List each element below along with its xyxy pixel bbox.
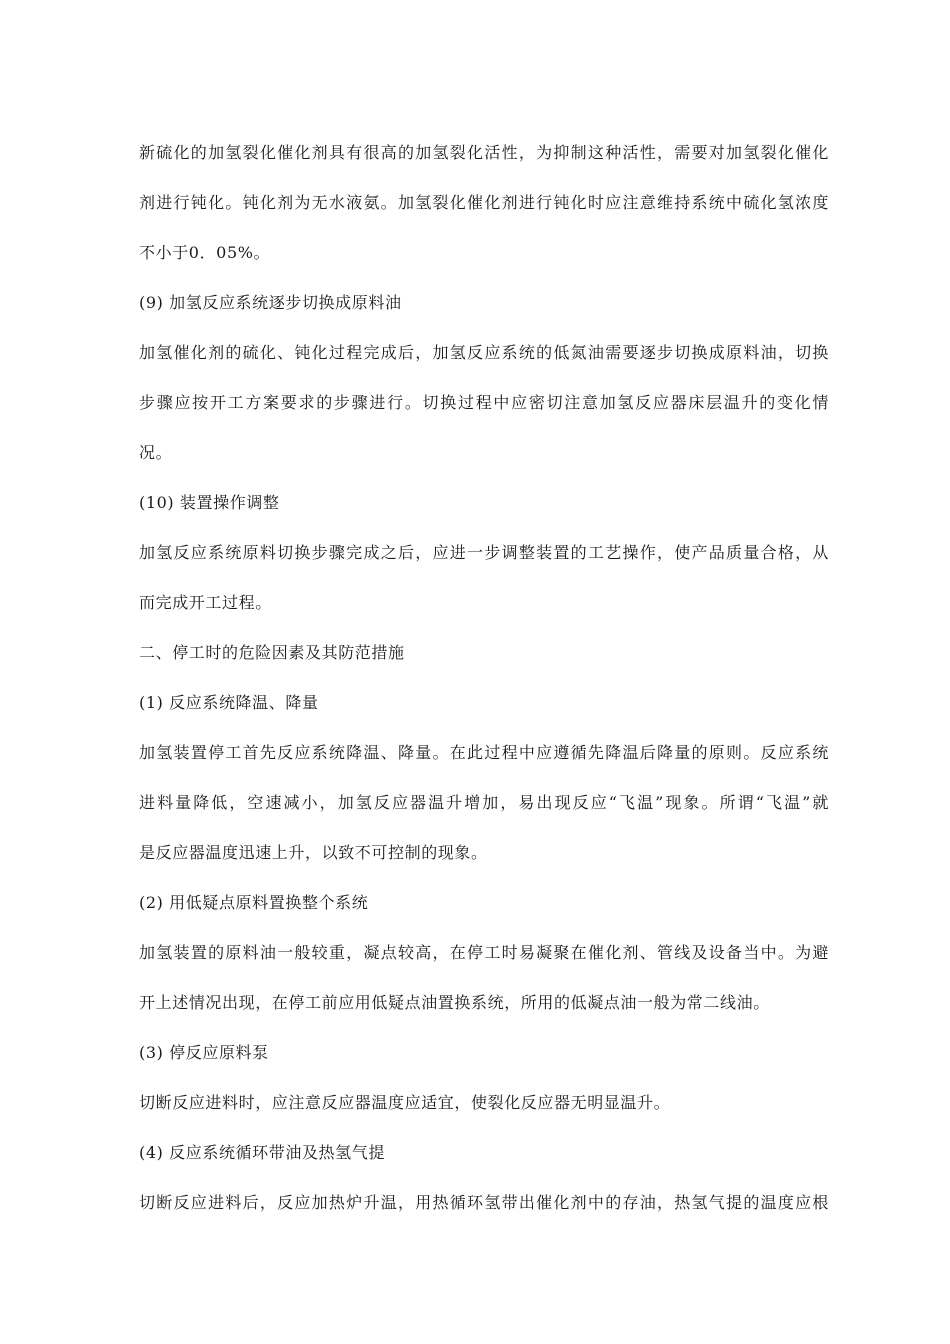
section-heading: (4) 反应系统循环带油及热氢气提 (139, 1143, 385, 1162)
paragraph-line: 加氢反应系统原料切换步骤完成之后，应进一步调整装置的工艺操作，使产品质量合格，从 (139, 543, 829, 562)
section-heading: (1) 反应系统降温、降量 (139, 693, 319, 712)
section-heading: (3) 停反应原料泵 (139, 1043, 269, 1062)
paragraph-line: 加氢催化剂的硫化、钝化过程完成后，加氢反应系统的低氮油需要逐步切换成原料油，切换 (139, 343, 829, 362)
paragraph-line: 是反应器温度迅速上升，以致不可控制的现象。 (139, 843, 488, 862)
section-heading: (2) 用低疑点原料置换整个系统 (139, 893, 369, 912)
paragraph-line: 切断反应进料时，应注意反应器温度应适宜，使裂化反应器无明显温升。 (139, 1093, 671, 1112)
paragraph-line: 开上述情况出现，在停工前应用低疑点油置换系统，所用的低凝点油一般为常二线油。 (139, 993, 770, 1012)
chapter-heading: 二、停工时的危险因素及其防范措施 (139, 643, 405, 662)
paragraph-line: 加氢装置的原料油一般较重，凝点较高，在停工时易凝聚在催化剂、管线及设备当中。为避 (139, 943, 829, 962)
paragraph-line: 剂进行钝化。钝化剂为无水液氨。加氢裂化催化剂进行钝化时应注意维持系统中硫化氢浓度 (139, 193, 829, 212)
section-heading: (9) 加氢反应系统逐步切换成原料油 (139, 293, 402, 312)
paragraph-line: 况。 (139, 443, 173, 462)
paragraph-line: 步骤应按开工方案要求的步骤进行。切换过程中应密切注意加氢反应器床层温升的变化情 (139, 393, 829, 412)
paragraph-line: 切断反应进料后，反应加热炉升温，用热循环氢带出催化剂中的存油，热氢气提的温度应根 (139, 1193, 829, 1212)
paragraph-line: 不小于0．05%。 (139, 243, 271, 262)
section-heading: (10) 装置操作调整 (139, 493, 280, 512)
paragraph-line: 而完成开工过程。 (139, 593, 272, 612)
paragraph-line: 进料量降低，空速减小，加氢反应器温升增加，易出现反应“飞温”现象。所谓“飞温”就 (139, 793, 829, 812)
paragraph-line: 新硫化的加氢裂化催化剂具有很高的加氢裂化活性，为抑制这种活性，需要对加氢裂化催化 (139, 143, 829, 162)
paragraph-line: 加氢装置停工首先反应系统降温、降量。在此过程中应遵循先降温后降量的原则。反应系统 (139, 743, 829, 762)
